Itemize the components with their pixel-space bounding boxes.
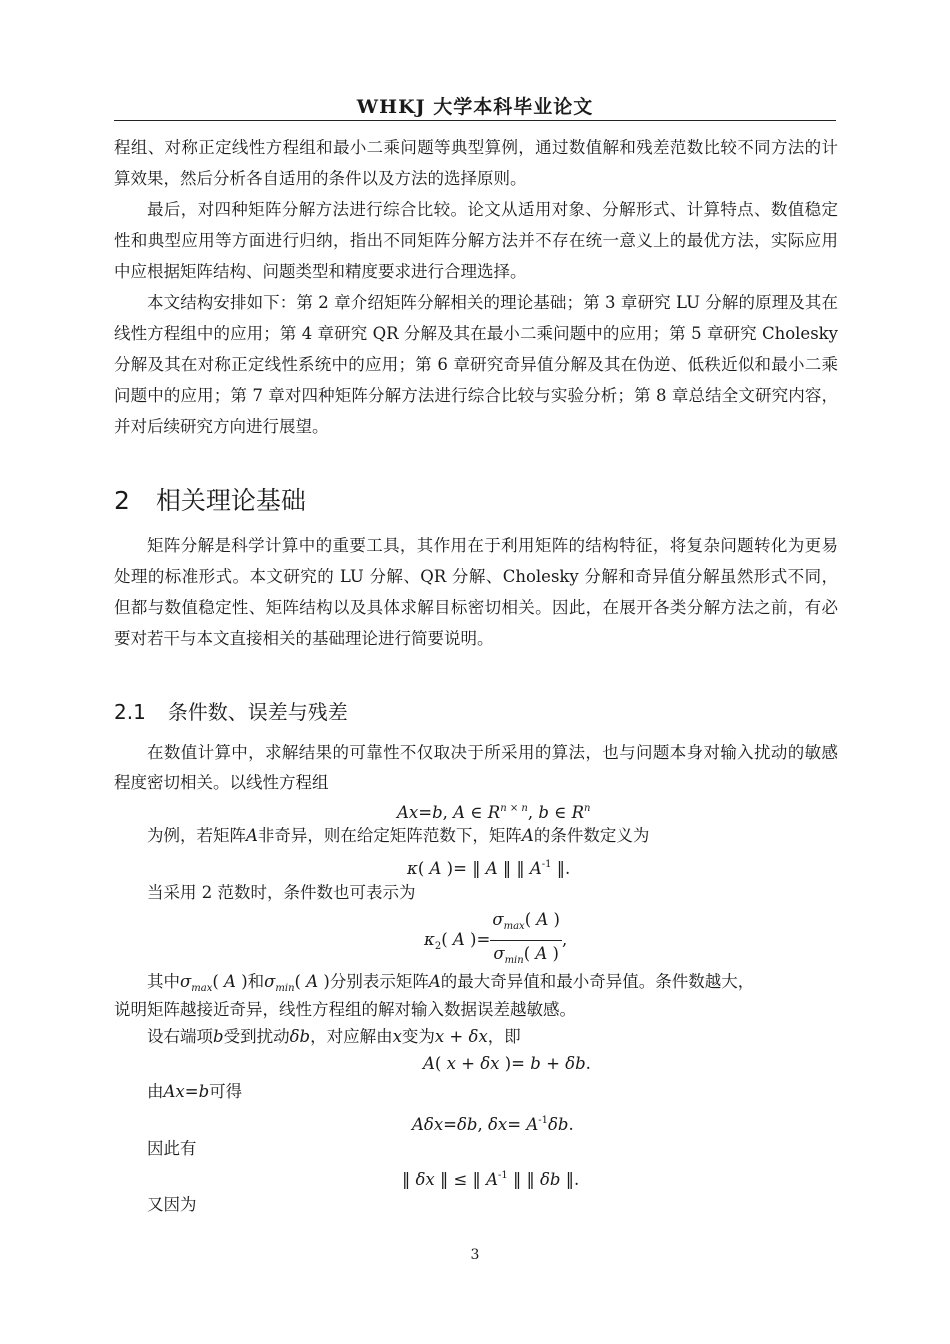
equation-error: Aδx=δb, $\delta x= A^{-1}\delta b$. xyxy=(412,1115,574,1134)
text-line: 说明矩阵越接近奇异，线性方程组的解对输入数据误差越敏感。 xyxy=(114,1000,576,1019)
equation-linear-system: Ax=b, A ∈ $R^{n \times n}$, b ∈ $R^n$ xyxy=(397,803,591,822)
text-line: 又因为 xyxy=(147,1195,197,1214)
text-line: 当采用 2 范数时，条件数也可表示为 xyxy=(147,883,416,902)
text-line: 设右端项b受到扰动δb，对应解由x变为x + δx，即 xyxy=(147,1027,521,1046)
page-header: WHKJ 大学本科毕业论文 xyxy=(114,92,836,121)
text-line: 由Ax=b可得 xyxy=(147,1082,243,1101)
intro-text xyxy=(114,132,838,442)
section-number: 2.1 xyxy=(114,700,146,724)
equation-condition-number: κ( A )= ‖ A ‖ ‖ $A^{-1}$ ‖. xyxy=(407,859,571,878)
chapter-heading xyxy=(114,481,306,517)
text-line: 为例，若矩阵A非奇异，则在给定矩阵范数下，矩阵A的条件数定义为 xyxy=(147,826,650,845)
chapter-title: 相关理论基础 xyxy=(155,486,306,515)
text-line: 因此有 xyxy=(147,1139,197,1158)
page-number: 3 xyxy=(470,1247,480,1263)
paragraph: 在数值计算中，求解结果的可靠性不仅取决于所采用的算法，也与问题本身对输入扰动的敏感程度密切相关。以线性方程组 xyxy=(114,743,838,792)
paragraph: 矩阵分解是科学计算中的重要工具，其作用在于利用矩阵的结构特征，将复杂问题转化为更易处理的标准形式。本文研究的 LU 分解、QR 分解、Cholesky 分解和奇异值分解虽然形式不同，但都与数值稳定性、矩阵结构以及具体求解目标密切相关。因此，在展开各类分解方法之前，有必要对若干与本文直接相关的基础理论进行简要说明。 xyxy=(114,536,838,648)
equation-condition-2norm: $\kappa_2$( A )= $\frac{\sigma_{max}( A )}{\sigma_{min}( A )}$ , xyxy=(424,910,568,966)
equation-error-bound: ‖ δx ‖ ≤ ‖ $A^{-1}$ ‖ ‖ δb ‖. xyxy=(402,1170,580,1189)
text-line: 其中$\sigma_{max}$( A )和$\sigma_{min}$( A )分别表示矩阵A的最大奇异值和最小奇异值。条件数越大， xyxy=(147,972,755,994)
section-title: 条件数、误差与残差 xyxy=(167,700,348,724)
chapter-number: 2 xyxy=(114,486,130,515)
paragraph: 最后，对四种矩阵分解方法进行综合比较。论文从适用对象、分解形式、计算特点、数值稳定性和典型应用等方面进行归纳，指出不同矩阵分解方法并不存在统一意义上的最优方法，实际应用中应根据矩阵结构、问题类型和精度要求进行合理选择。 xyxy=(114,200,838,281)
section-intro xyxy=(114,738,838,798)
paragraph: 本文结构安排如下：第 2 章介绍矩阵分解相关的理论基础；第 3 章研究 LU 分解的原理及其在线性方程组中的应用；第 4 章研究 QR 分解及其在最小二乘问题中的应用；第 5 章研究 Cholesky 分解及其在对称正定线性系统中的应用；第 6 章研究奇异值分解及其在伪逆、低秩近似和最小二乘问题中的应用；第 7 章对四种矩阵分解方法进行综合比较与实验分析；第 8 章总结全文研究内容，并对后续研究方向进行展望。 xyxy=(114,293,838,436)
equation-perturbed-system: A( x + δx )= b + δb. xyxy=(423,1054,591,1073)
paragraph: 程组、对称正定线性方程组和最小二乘问题等典型算例，通过数值解和残差范数比较不同方法的计算效果，然后分析各自适用的条件以及方法的选择原则。 xyxy=(114,138,838,188)
chapter-intro xyxy=(114,530,838,654)
section-heading xyxy=(114,696,348,725)
